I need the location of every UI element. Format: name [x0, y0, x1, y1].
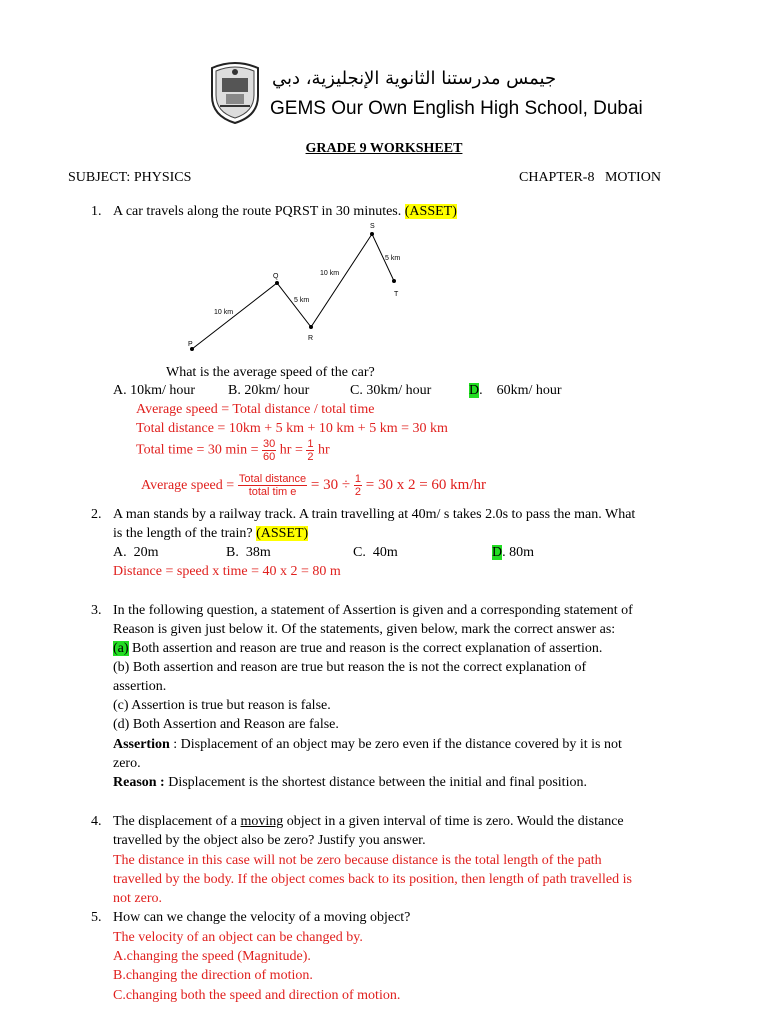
question-text: A man stands by a railway track. A train travelling at 40m/ s takes 2.0s to pass the man. What — [113, 507, 636, 522]
solution-speed: Average speed = $\frac{\text{Total distance}}{\text{total tim e}}$ = 30 ÷ $\frac{1}{2}$ = 30 x 2 = 60 km/hr — [141, 473, 486, 498]
question-number: 4. — [91, 814, 102, 829]
option-a-correct: (a) Both assertion and reason are true and reason is the correct explanation of assertion. — [113, 641, 603, 656]
point-q — [275, 281, 279, 285]
label-t: T — [394, 291, 399, 298]
solution-line: Distance = speed x time = 40 x 2 = 80 m — [113, 564, 341, 579]
option-c: C. 40m — [353, 545, 398, 560]
school-crest-logo — [206, 60, 264, 124]
reason-statement: Reason : Displacement is the shortest distance between the initial and final position. — [113, 775, 587, 790]
solution-time: Total time = 30 min = $\frac{30}{60}$ hr = $\frac{1}{2}$ hr — [136, 438, 330, 463]
option-c: C. 30km/ hour — [350, 383, 432, 398]
question-text: How can we change the velocity of a moving object? — [113, 910, 411, 925]
chapter-label: CHAPTER-8 MOTION — [519, 170, 661, 185]
label-p: P — [188, 341, 193, 348]
question-text: is the length of the train? (ASSET) — [113, 526, 309, 541]
question-number: 3. — [91, 603, 102, 618]
assertion-statement-cont: zero. — [113, 756, 141, 771]
subject-label: SUBJECT: PHYSICS — [68, 170, 192, 185]
question-text: In the following question, a statement of Assertion is given and a corresponding statement of — [113, 603, 633, 618]
option-c: (c) Assertion is true but reason is false. — [113, 698, 331, 713]
option-d: (d) Both Assertion and Reason are false. — [113, 717, 339, 732]
segment-pq: 10 km — [214, 309, 234, 316]
school-name-arabic: جيمس مدرستنا الثانوية الإنجليزية، دبي — [272, 68, 557, 89]
route-diagram — [180, 218, 420, 358]
sub-question: What is the average speed of the car? — [166, 365, 375, 380]
option-b: B. 20km/ hour — [228, 383, 310, 398]
worksheet-title: GRADE 9 WORKSHEET — [305, 141, 463, 156]
option-d-correct: D. 80m — [492, 545, 535, 560]
q1-text: A car travels along the route PQRST in 30 minutes. — [113, 204, 402, 219]
question-text: travelled by the object also be zero? Justify you answer. — [113, 833, 426, 848]
asset-tag: (ASSET) — [256, 526, 309, 541]
answer-line: C.changing both the speed and direction of motion. — [113, 988, 401, 1003]
option-a: A. 20m — [113, 545, 159, 560]
question-text: The displacement of a moving object in a given interval of time is zero. Would the distance — [113, 814, 624, 829]
question-number: 2. — [91, 507, 102, 522]
label-s: S — [370, 223, 375, 230]
answer-line: The velocity of an object can be changed by. — [113, 930, 363, 945]
question-number: 1. — [91, 204, 102, 219]
question-text: Reason is given just below it. Of the statements, given below, mark the correct answer as: — [113, 622, 616, 637]
answer-line: B.changing the direction of motion. — [113, 968, 313, 983]
point-t — [392, 279, 396, 283]
point-s — [370, 232, 374, 236]
solution-line: Total distance = 10km + 5 km + 10 km + 5 km = 30 km — [136, 421, 448, 436]
option-b-cont: assertion. — [113, 679, 167, 694]
answer-line: travelled by the body. If the object comes back to its position, then length of path travelled is — [113, 872, 632, 887]
option-b: (b) Both assertion and reason are true but reason the is not the correct explanation of — [113, 660, 587, 675]
point-r — [309, 325, 313, 329]
asset-tag: (ASSET) — [404, 204, 457, 219]
segment-rs: 10 km — [320, 270, 340, 277]
segment-qr: 5 km — [294, 297, 310, 304]
answer-line: not zero. — [113, 891, 162, 906]
solution-line: Average speed = Total distance / total time — [136, 402, 375, 417]
label-r: R — [308, 335, 314, 342]
label-q: Q — [273, 273, 279, 280]
answer-line: The distance in this case will not be zero because distance is the total length of the path — [113, 853, 602, 868]
segment-st: 5 km — [385, 255, 401, 262]
school-name: GEMS Our Own English High School, Dubai — [270, 98, 643, 119]
assertion-statement: Assertion : Displacement of an object may be zero even if the distance covered by it is not — [113, 737, 622, 752]
question-number: 5. — [91, 910, 102, 925]
option-d-correct: D. 60km/ hour — [469, 383, 562, 398]
answer-line: A.changing the speed (Magnitude). — [113, 949, 311, 964]
option-b: B. 38m — [226, 545, 271, 560]
option-a: A. 10km/ hour — [113, 383, 196, 398]
